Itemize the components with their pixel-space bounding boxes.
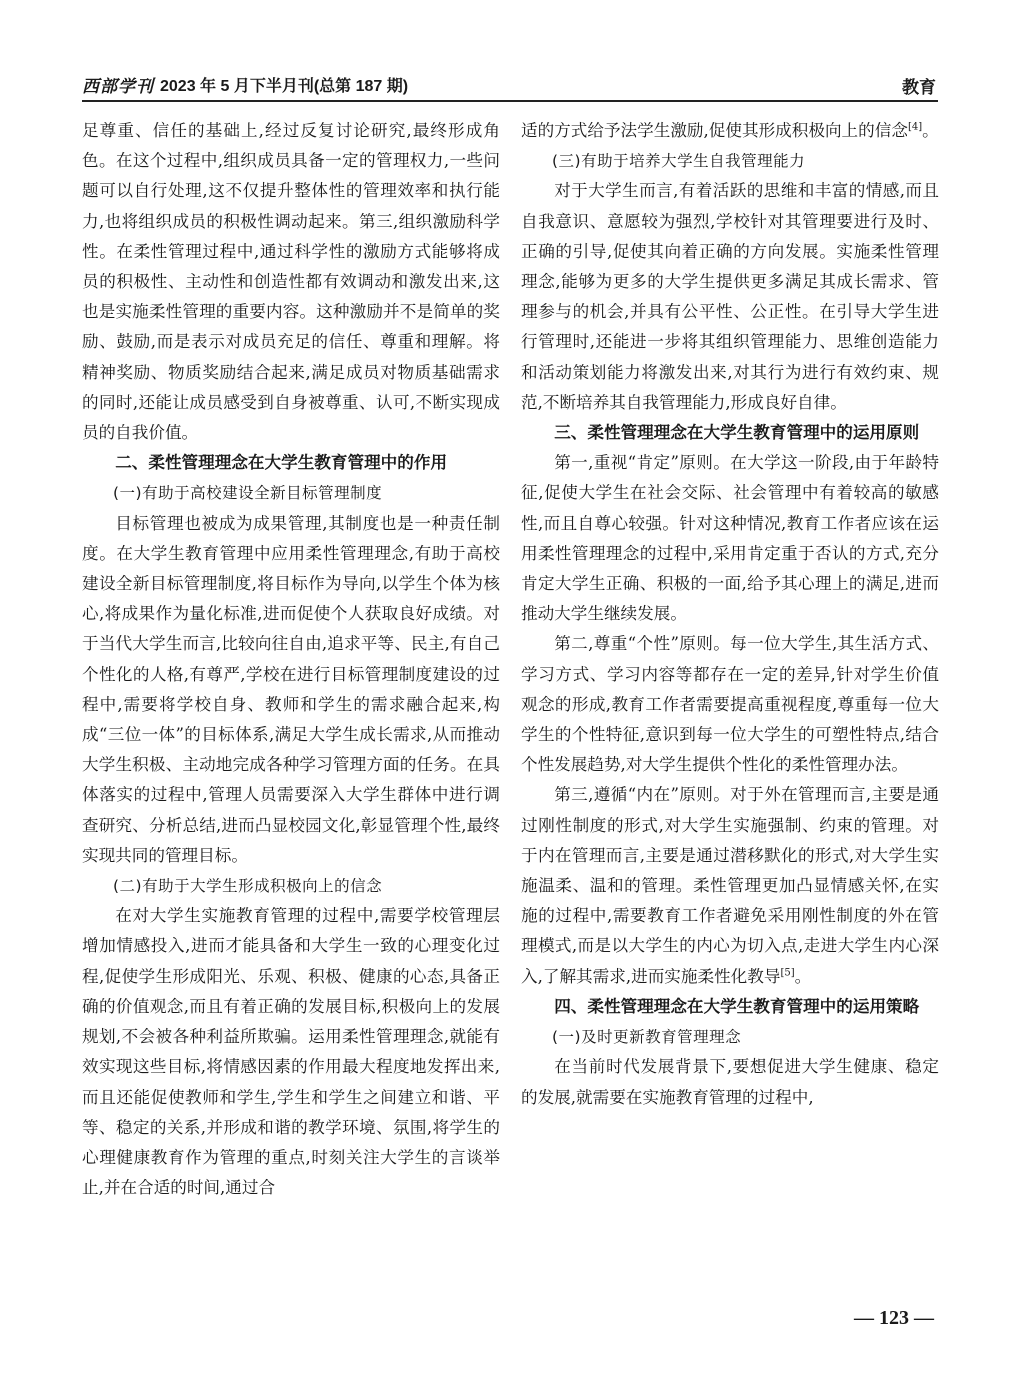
paragraph: 目标管理也被成为成果管理,其制度也是一种责任制度。在大学生教育管理中应用柔性管理理念,有助于高校建设全新目标管理制度,将目标作为导向,以学生个体为核心,将成果作为量化标准,进而促使个人获取良好成绩。对于当代大学生而言,比较向往自由,追求平等、民主,有自己个性化的人格,有尊严,学校在进行目标管理制度建设的过程中,需要将学校自身、教师和学生的需求融合起来,构成“三位一体”的目标体系,满足大学生成长需求,从而推动大学生积极、主动地完成各种学习管理方面的任务。在具体落实的过程中,管理人员需要深入大学生群体中进行调查研究、分析总结,进而凸显校园文化,彰显管理个性,最终实现共同的管理目标。	[82, 513, 500, 865]
subsection-heading: (一)及时更新教育管理理念	[552, 1028, 742, 1047]
left-column	[82, 116, 500, 1203]
paragraph-text: 适的方式给予法学生激励,促使其形成积极向上的信念	[521, 121, 908, 140]
paragraph: 对于大学生而言,有着活跃的思维和丰富的情感,而且自我意识、意愿较为强烈,学校针对其管理要进行及时、正确的引导,促使其向着正确的方向发展。实施柔性管理理念,能够为更多的大学生提供更多满足其成长需求、管理参与的机会,并具有公平性、公正性。在引导大学生进行管理时,还能进一步将其组织管理能力、思维创造能力和活动策划能力将激发出来,对其行为进行有效约束、规范,不断培养其自我管理能力,形成良好自律。	[521, 181, 939, 412]
paragraph-end: 。	[794, 966, 812, 986]
right-column	[521, 116, 939, 1113]
paragraph: 第一,重视“肯定”原则。在大学这一阶段,由于年龄特征,促使大学生在社会交际、社会管理中有着较高的敏感性,而且自尊心较强。针对这种情况,教育工作者应该在运用柔性管理理念的过程中,采用肯定重于否认的方式,充分肯定大学生正确、积极的一面,给予其心理上的满足,进而推动大学生继续发展。	[521, 453, 939, 624]
section-name: 教育	[902, 78, 936, 97]
subsection-heading: (一)有助于高校建设全新目标管理制度	[113, 484, 383, 503]
paragraph-end: 。	[922, 121, 939, 140]
paragraph: 第二,尊重“个性”原则。每一位大学生,其生活方式、学习方式、学习内容等都存在一定的差异,针对学生价值观念的形成,教育工作者需要提高重视程度,尊重每一位大学生的个性特征,意识到每一位大学生的可塑性特点,结合个性发展趋势,对大学生提供个性化的柔性管理办法。	[521, 634, 939, 775]
journal-masthead: 西部学刊	[82, 77, 154, 97]
subsection-heading: (二)有助于大学生形成积极向上的信念	[113, 877, 383, 896]
citation-ref: [4]	[907, 121, 923, 133]
paragraph	[521, 780, 939, 991]
paragraph: 在当前时代发展背景下,要想促进大学生健康、稳定的发展,就需要在实施教育管理的过程中,	[521, 1057, 939, 1107]
section-heading: 二、柔性管理理念在大学生教育管理中的作用	[115, 453, 448, 473]
paragraph: 足尊重、信任的基础上,经过反复讨论研究,最终形成角色。在这个过程中,组织成员具备一定的管理权力,一些问题可以自行处理,这不仅提升整体性的管理效率和执行能力,也将组织成员的积极性调动起来。第三,组织激励科学性。在柔性管理过程中,通过科学性的激励方式能够将成员的积极性、主动性和创造性都有效调动和激发出来,这也是实施柔性管理的重要内容。这种激励并不是简单的奖励、鼓励,而是表示对成员充足的信任、尊重和理解。将精神奖励、物质奖励结合起来,满足成员对物质基础需求的同时,还能让成员感受到自身被尊重、认可,不断实现成员的自我价值。	[82, 121, 500, 443]
paragraph	[521, 116, 939, 146]
section-heading: 三、柔性管理理念在大学生教育管理中的运用原则	[554, 423, 920, 443]
page-number: — 123 —	[854, 1307, 934, 1329]
issue-info: 2023 年 5 月下半月刊(总第 187 期)	[160, 78, 409, 95]
paragraph-text: 第三,遵循“内在”原则。对于外在管理而言,主要是通过刚性制度的形式,对大学生实施强制、约束的管理。对于内在管理而言,主要是通过潜移默化的形式,对大学生实施温柔、温和的管理。柔性管理更加凸显情感关怀,在实施的过程中,需要教育工作者避免采用刚性制度的外在管理模式,而是以大学生的内心为切入点,走进大学生内心深入,了解其需求,进而实施柔性化教导	[521, 785, 939, 986]
paragraph: 在对大学生实施教育管理的过程中,需要学校管理层增加情感投入,进而才能具备和大学生一致的心理变化过程,促使学生形成阳光、乐观、积极、健康的心态,具备正确的价值观念,而且有着正确的发展目标,积极向上的发展规划,不会被各种利益所欺骗。运用柔性管理理念,就能有效实现这些目标,将情感因素的作用最大程度地发挥出来,而且还能促使教师和学生,学生和学生之间建立和谐、平等、稳定的关系,并形成和谐的教学环境、氛围,将学生的心理健康教育作为管理的重点,时刻关注大学生的言谈举止,并在合适的时间,通过合	[82, 906, 500, 1198]
section-heading: 四、柔性管理理念在大学生教育管理中的运用策略	[554, 996, 920, 1016]
running-header	[82, 70, 938, 102]
citation-ref: [5]	[780, 967, 795, 979]
subsection-heading: (三)有助于培养大学生自我管理能力	[552, 152, 806, 171]
